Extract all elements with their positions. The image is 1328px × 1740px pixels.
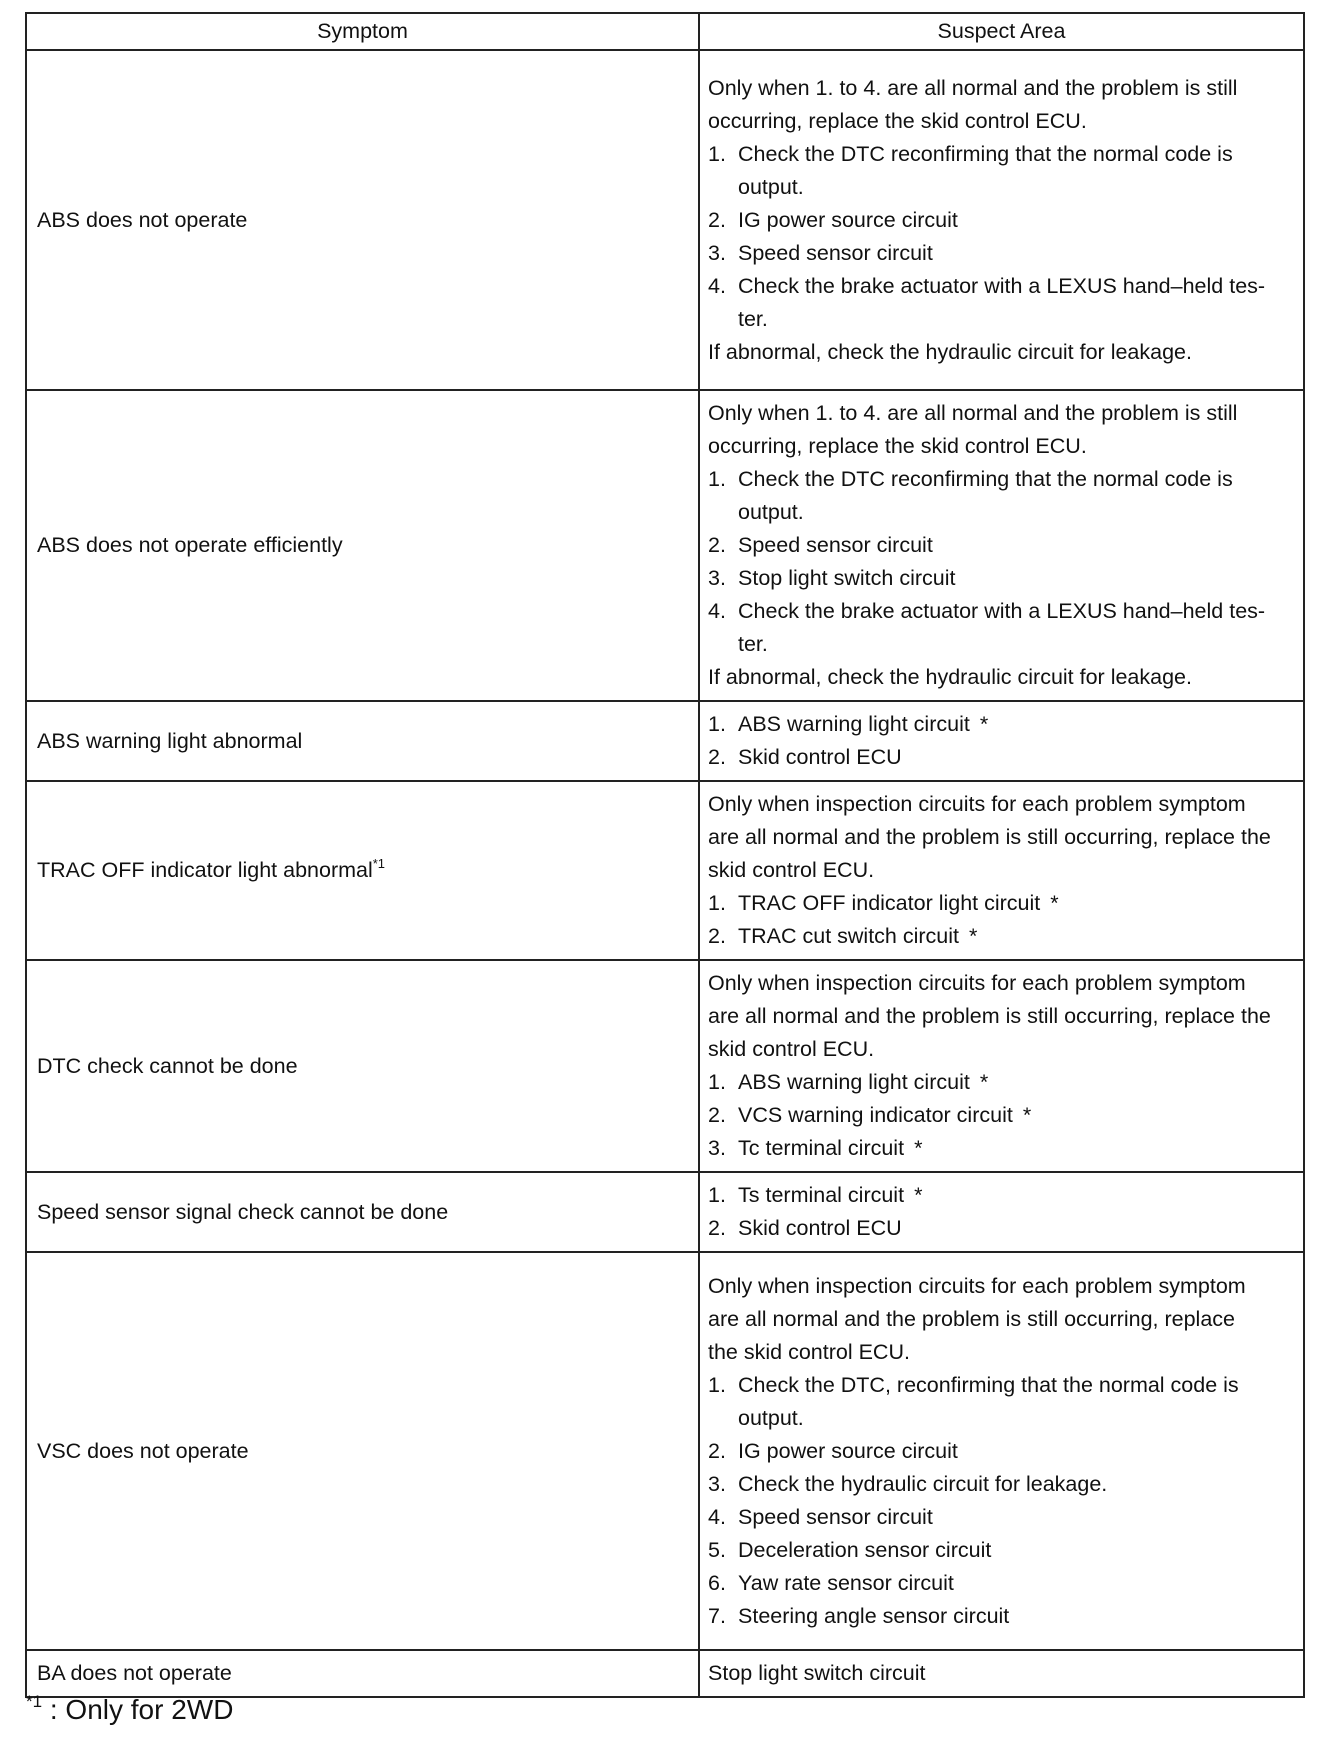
table-row [26, 1252, 1304, 1650]
item-text [738, 1132, 1293, 1165]
suspect-list-item [708, 463, 1293, 529]
suspect-list-item [708, 237, 1293, 270]
item-text-content: TRAC cut switch circuit [738, 924, 960, 948]
asterisk-mark: * [969, 924, 978, 948]
item-text-line [738, 1435, 1293, 1468]
table-row [26, 701, 1304, 781]
item-text-content: Check the DTC reconfirming that the normal code is [738, 141, 1233, 166]
item-number: 2. [708, 533, 726, 557]
suspect-intro-line: Only when inspection circuits for each problem symptom [708, 971, 1246, 995]
item-text [738, 463, 1293, 529]
suspect-list-item [708, 204, 1293, 237]
item-text-line [738, 463, 1293, 496]
item-text [738, 1501, 1293, 1534]
item-text-line [738, 171, 1293, 204]
item-text-content: ABS warning light circuit [738, 1070, 970, 1094]
item-text-content: IG power source circuit [738, 207, 958, 232]
suspect-intro-line: Stop light switch circuit [708, 1661, 926, 1685]
item-number: 1. [708, 1183, 726, 1207]
item-number: 7. [708, 1603, 726, 1628]
symptom-cell [26, 390, 699, 701]
item-text-content: Check the hydraulic circuit for leakage. [738, 1471, 1108, 1496]
item-text-line [738, 138, 1293, 171]
symptom-text: DTC check cannot be done [37, 1053, 298, 1078]
item-text [738, 270, 1293, 336]
suspect-area-cell [699, 1172, 1304, 1252]
footnote [26, 1694, 233, 1726]
item-text [738, 1066, 1293, 1099]
item-text-content: Yaw rate sensor circuit [738, 1570, 954, 1595]
suspect-list-item [708, 1534, 1293, 1567]
item-text-content: Skid control ECU [738, 1216, 902, 1240]
suspect-list-item [708, 1567, 1293, 1600]
item-text-line [738, 496, 1293, 529]
item-text [738, 595, 1293, 661]
item-text [738, 204, 1293, 237]
suspect-area-cell [699, 781, 1304, 960]
asterisk-mark: * [1050, 891, 1059, 915]
item-text-content: output. [738, 500, 804, 524]
suspect-list-item [708, 529, 1293, 562]
item-number: 2. [708, 1103, 726, 1127]
item-text [738, 1567, 1293, 1600]
symptom-cell [26, 960, 699, 1172]
header-suspect-area: Suspect Area [699, 13, 1304, 50]
item-text-line [738, 1066, 1293, 1099]
suspect-intro-line: skid control ECU. [708, 858, 875, 882]
symptom-cell [26, 1172, 699, 1252]
item-text-content: Speed sensor circuit [738, 533, 933, 557]
symptom-cell [26, 701, 699, 781]
suspect-list-item [708, 920, 1293, 953]
suspect-area-cell [699, 960, 1304, 1172]
header-row [26, 13, 1304, 50]
table-row [26, 390, 1304, 701]
suspect-list-item [708, 887, 1293, 920]
item-text-content: Ts terminal circuit [738, 1183, 905, 1207]
item-text-content: output. [738, 174, 804, 199]
symptom-text: ABS does not operate [37, 207, 248, 232]
asterisk-mark: * [914, 1136, 923, 1160]
item-text-content: Speed sensor circuit [738, 240, 933, 265]
suspect-intro-line: skid control ECU. [708, 1037, 875, 1061]
symptom-text: Speed sensor signal check cannot be done [37, 1199, 449, 1224]
item-text-line [738, 628, 1293, 661]
item-text-line [738, 708, 1293, 741]
item-text [738, 887, 1293, 920]
symptom-cell [26, 50, 699, 390]
suspect-area-cell [699, 390, 1304, 701]
item-text [738, 1468, 1293, 1501]
item-number: 2. [708, 924, 726, 948]
suspect-list-item [708, 562, 1293, 595]
item-text-line [738, 1402, 1293, 1435]
table-row [26, 781, 1304, 960]
item-text-content: Skid control ECU [738, 745, 902, 769]
symptom-text: VSC does not operate [37, 1438, 249, 1463]
item-text-line [738, 1567, 1293, 1600]
item-text-line [738, 270, 1293, 303]
asterisk-mark: * [979, 1070, 989, 1094]
table-row [26, 1650, 1304, 1697]
item-text-line [738, 1501, 1293, 1534]
item-number: 2. [708, 1438, 726, 1463]
suspect-area-cell [699, 1252, 1304, 1650]
item-text-content: ABS warning light circuit [738, 712, 970, 736]
symptom-text: BA does not operate [37, 1661, 232, 1685]
item-text-content: Stop light switch circuit [738, 566, 956, 590]
item-text-content: ter. [738, 306, 768, 331]
item-text [738, 1534, 1293, 1567]
asterisk-mark: * [914, 1183, 923, 1207]
symptom-text: ABS warning light abnormal [37, 728, 303, 753]
item-text [738, 741, 1293, 774]
item-text [738, 237, 1293, 270]
item-number: 1. [708, 1070, 726, 1094]
item-number: 4. [708, 599, 726, 623]
suspect-intro-line: are all normal and the problem is still occurring, replace the [708, 1004, 1271, 1028]
item-text-content: Check the DTC, reconfirming that the normal code is [738, 1372, 1239, 1397]
item-number: 5. [708, 1537, 726, 1562]
item-text [738, 708, 1293, 741]
suspect-list-item [708, 270, 1293, 336]
item-text-line [738, 1468, 1293, 1501]
item-text-line [738, 887, 1293, 920]
item-text-line [738, 595, 1293, 628]
item-number: 2. [708, 745, 726, 769]
symptom-text: TRAC OFF indicator light abnormal [37, 858, 373, 882]
symptom-cell [26, 1650, 699, 1697]
table-row [26, 960, 1304, 1172]
suspect-outro-line: If abnormal, check the hydraulic circuit for leakage. [708, 665, 1192, 689]
item-text-line [738, 1534, 1293, 1567]
item-number: 1. [708, 891, 726, 915]
symptom-table [25, 12, 1305, 1698]
suspect-list-item [708, 138, 1293, 204]
table-row [26, 50, 1304, 390]
item-text [738, 1369, 1293, 1435]
table-row [26, 1172, 1304, 1252]
item-text-content: Tc terminal circuit [738, 1136, 905, 1160]
item-text [738, 1179, 1293, 1212]
suspect-list-item [708, 1212, 1293, 1245]
suspect-list-item [708, 1600, 1293, 1633]
item-number: 1. [708, 1372, 726, 1397]
symptom-cell [26, 1252, 699, 1650]
item-number: 3. [708, 1136, 726, 1160]
item-text-content: VCS warning indicator circuit [738, 1103, 1013, 1127]
suspect-list-item [708, 1179, 1293, 1212]
item-text-line [738, 920, 1293, 953]
suspect-intro-line: Only when inspection circuits for each problem symptom [708, 1273, 1246, 1298]
suspect-intro-line: occurring, replace the skid control ECU. [708, 108, 1087, 133]
item-number: 6. [708, 1570, 726, 1595]
header-symptom: Symptom [26, 13, 699, 50]
suspect-list-item [708, 708, 1293, 741]
item-text [738, 1212, 1293, 1245]
item-number: 2. [708, 1216, 726, 1240]
item-text [738, 1600, 1293, 1633]
item-number: 3. [708, 240, 726, 265]
suspect-area-cell [699, 701, 1304, 781]
suspect-outro-line: If abnormal, check the hydraulic circuit for leakage. [708, 339, 1192, 364]
item-text-content: Check the DTC reconfirming that the normal code is [738, 467, 1233, 491]
suspect-list-item [708, 1435, 1293, 1468]
item-text [738, 1099, 1293, 1132]
suspect-list-item [708, 1066, 1293, 1099]
item-number: 3. [708, 1471, 726, 1496]
item-number: 4. [708, 273, 726, 298]
item-text-content: IG power source circuit [738, 1438, 958, 1463]
symptom-text: ABS does not operate efficiently [37, 533, 343, 557]
item-text-content: Steering angle sensor circuit [738, 1603, 1010, 1628]
suspect-list-item [708, 1501, 1293, 1534]
item-number: 3. [708, 566, 726, 590]
item-text [738, 562, 1293, 595]
item-text-line [738, 237, 1293, 270]
footnote-text: : Only for 2WD [42, 1694, 234, 1725]
suspect-intro-line: Only when inspection circuits for each problem symptom [708, 792, 1246, 816]
item-text-line [738, 303, 1293, 336]
item-text [738, 920, 1293, 953]
item-text-content: Check the brake actuator with a LEXUS hand–held tes- [738, 273, 1266, 298]
symptom-cell [26, 781, 699, 960]
item-number: 4. [708, 1504, 726, 1529]
symptom-footnote-mark: *1 [372, 856, 386, 871]
item-text [738, 1435, 1293, 1468]
suspect-intro-line: the skid control ECU. [708, 1339, 910, 1364]
footnote-mark: *1 [26, 1692, 43, 1711]
item-number: 1. [708, 141, 726, 166]
item-text-line [738, 529, 1293, 562]
item-text-content: TRAC OFF indicator light circuit [738, 891, 1041, 915]
suspect-list-item [708, 1099, 1293, 1132]
suspect-intro-line: occurring, replace the skid control ECU. [708, 434, 1087, 458]
item-text [738, 529, 1293, 562]
suspect-list-item [708, 1369, 1293, 1435]
suspect-area-cell [699, 50, 1304, 390]
item-text-line [738, 741, 1293, 774]
suspect-intro-line: are all normal and the problem is still occurring, replace the [708, 825, 1271, 849]
item-number: 1. [708, 467, 726, 491]
item-text-content: Check the brake actuator with a LEXUS hand–held tes- [738, 599, 1266, 623]
item-number: 2. [708, 207, 726, 232]
suspect-list-item [708, 1132, 1293, 1165]
item-text [738, 138, 1293, 204]
item-text-line [738, 1132, 1293, 1165]
item-text-content: Deceleration sensor circuit [738, 1537, 992, 1562]
item-text-content: Speed sensor circuit [738, 1504, 933, 1529]
item-text-line [738, 1099, 1293, 1132]
item-text-line [738, 1369, 1293, 1402]
item-text-line [738, 1212, 1293, 1245]
item-text-line [738, 562, 1293, 595]
item-number: 1. [708, 712, 726, 736]
suspect-list-item [708, 1468, 1293, 1501]
suspect-list-item [708, 741, 1293, 774]
item-text-line [738, 1600, 1293, 1633]
suspect-intro-line: Only when 1. to 4. are all normal and the problem is still [708, 401, 1238, 425]
item-text-line [738, 204, 1293, 237]
asterisk-mark: * [1022, 1103, 1032, 1127]
item-text-content: ter. [738, 632, 768, 656]
suspect-intro-line: Only when 1. to 4. are all normal and the problem is still [708, 75, 1238, 100]
item-text-line [738, 1179, 1293, 1212]
suspect-intro-line: are all normal and the problem is still occurring, replace [708, 1306, 1235, 1331]
item-text-content: output. [738, 1405, 804, 1430]
asterisk-mark: * [979, 712, 989, 736]
suspect-area-cell [699, 1650, 1304, 1697]
suspect-list-item [708, 595, 1293, 661]
